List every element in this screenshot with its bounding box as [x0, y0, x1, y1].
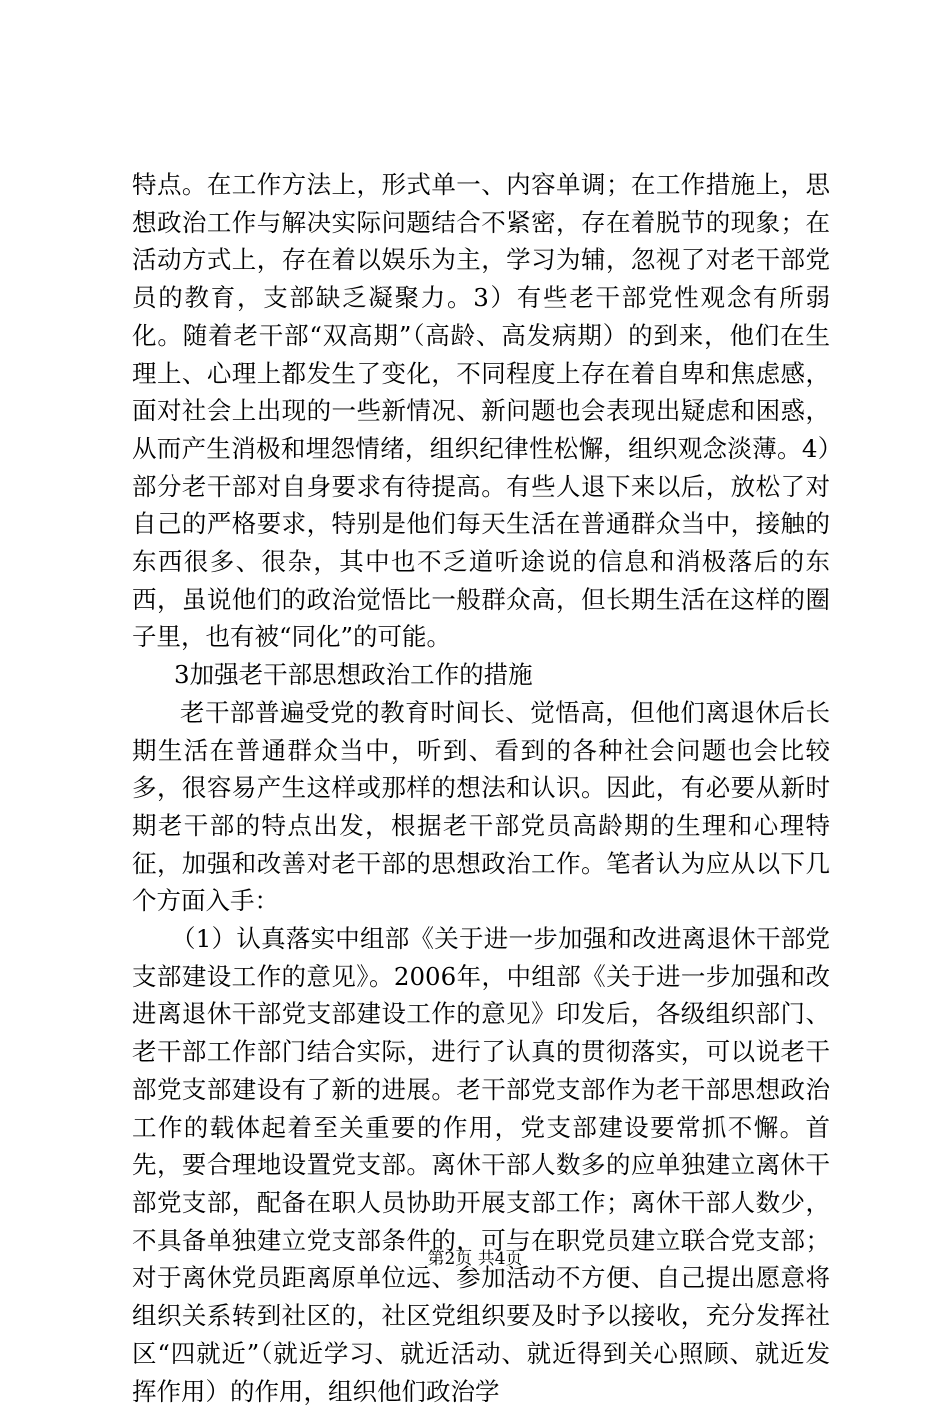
page-footer: 第2页 共4页 [427, 1249, 523, 1269]
body-paragraph: 特点。在工作方法上，形式单一、内容单调；在工作措施上，思想政治工作与解决实际问题结合不紧密，存在着脱节的现象；在活动方式上，存在着以娱乐为主，学习为辅，忽视了对老干部党员的教育，支部缺乏凝聚力。3）有些老干部党性观念有所弱化。随着老干部“双高期”（高龄、高发病期）的到来，他们在生理上、心理上都发生了变化，不同程度上存在着自卑和焦虑感，面对社会上出现的一些新情况、新问题也会表现出疑虑和困惑，从而产生消极和埋怨情绪，组织纪律性松懈，组织观念淡薄。4）部分老干部对自身要求有待提高。有些人退下来以后，放松了对自己的严格要求，特别是他们每天生活在普通群众当中，接触的东西很多、很杂，其中也不乏道听途说的信息和消极落后的东西，虽说他们的政治觉悟比一般群众高，但长期生活在这样的圈子里，也有被“同化”的可能。 [132, 170, 830, 652]
document-body [132, 166, 830, 1410]
section-heading: 3加强老干部思想政治工作的措施 [174, 660, 533, 690]
body-paragraph: 老干部普遍受党的教育时间长、觉悟高，但他们离退休后长期生活在普通群众当中，听到、看到的各种社会问题也会比较多，很容易产生这样或那样的想法和认识。因此，有必要从新时期老干部的特点出发，根据老干部党员高龄期的生理和心理特征，加强和改善对老干部的思想政治工作。笔者认为应从以下几个方面入手： [132, 697, 830, 916]
body-paragraph: （1）认真落实中组部《关于进一步加强和改进离退休干部党支部建设工作的意见》。2006年，中组部《关于进一步加强和改进离退休干部党支部建设工作的意见》印发后，各级组织部门、老干部工作部门结合实际，进行了认真的贯彻落实，可以说老干部党支部建设有了新的进展。老干部党支部作为老干部思想政治工作的载体起着至关重要的作用，党支部建设要常抓不懈。首先，要合理地设置党支部。离休干部人数多的应单独建立离休干部党支部，配备在职人员协助开展支部工作；离休干部人数少，不具备单独建立党支部条件的，可与在职党员建立联合党支部；对于离休党员距离原单位远、参加活动不方便、自己提出愿意将组织关系转到社区的，社区党组织要及时予以接收，充分发挥社区“四就近”（就近学习、就近活动、就近得到关心照顾、就近发挥作用）的作用，组织他们政治学 [132, 924, 830, 1406]
